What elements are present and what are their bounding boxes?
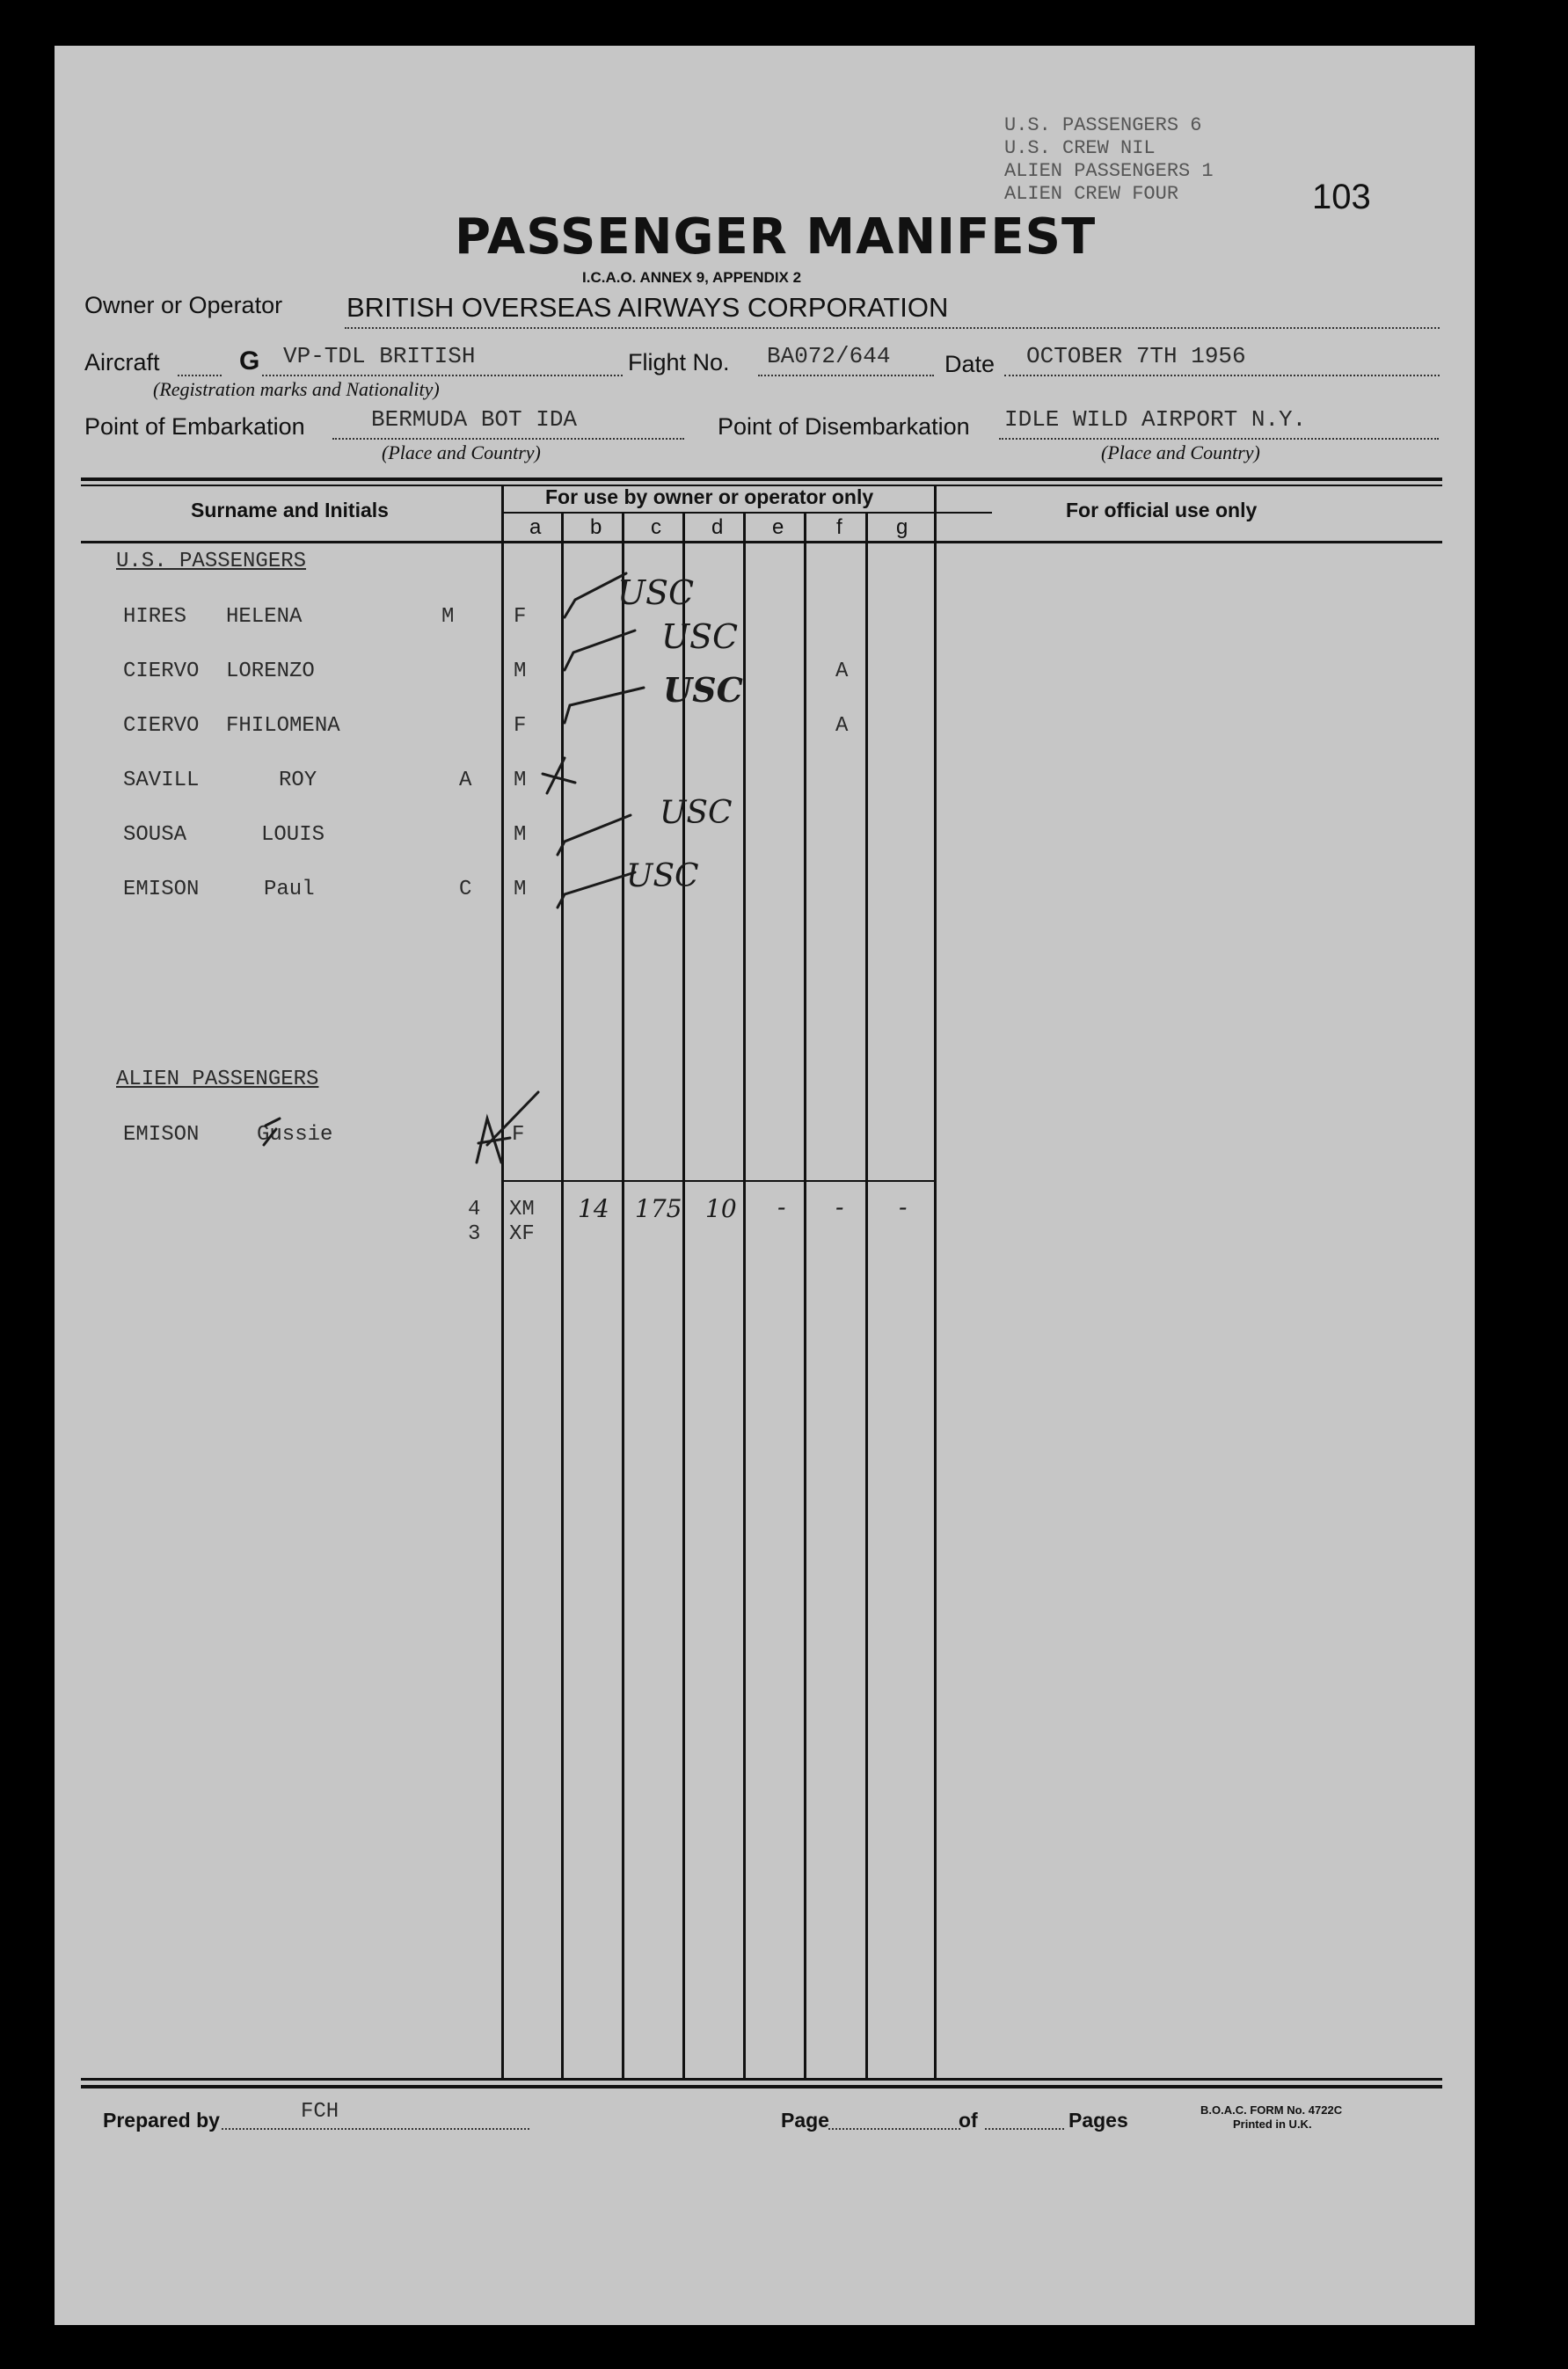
flight-no-label: Flight No. [628, 349, 730, 375]
passenger-sex: F [514, 714, 527, 738]
total-f: - [835, 1192, 844, 1221]
registration-caption: (Registration marks and Nationality) [153, 378, 440, 400]
passenger-col-f: A [835, 714, 849, 738]
total-c: 175 [635, 1194, 682, 1223]
stamp-line-4: ALIEN CREW FOUR [1004, 183, 1179, 205]
embark-place-caption: (Place and Country) [382, 441, 541, 463]
total-b: 14 [578, 1194, 609, 1223]
form-number: B.O.A.C. FORM No. 4722C [1200, 2103, 1343, 2117]
page-number: 103 [1312, 178, 1371, 216]
usc-mark: USC [626, 858, 699, 894]
prepared-by-label: Prepared by [103, 2109, 220, 2132]
passenger-sex: M [514, 769, 527, 792]
passenger-first-name: LOUIS [261, 823, 325, 847]
total-a-top: XM [509, 1198, 535, 1221]
sub-col-f: f [836, 515, 842, 539]
passenger-first-name: Paul [264, 878, 315, 901]
passenger-first-name: ROY [279, 769, 317, 792]
aircraft-prefix: G [239, 346, 260, 375]
sub-col-a: a [529, 515, 542, 539]
col-official-header: For official use only [1066, 499, 1258, 521]
manifest-page [55, 46, 1475, 2325]
total-e: - [777, 1192, 786, 1221]
passenger-first-name: HELENA [226, 605, 303, 629]
passenger-initial: C [459, 878, 472, 901]
passenger-surname: HIRES [123, 605, 187, 629]
passenger-first-name: FHILOMENA [226, 714, 340, 738]
passenger-initial: M [441, 605, 455, 629]
embarkation-value: BERMUDA BOT IDA [371, 406, 578, 433]
page-title: PASSENGER MANIFEST [455, 208, 1097, 266]
passenger-sex: F [514, 605, 527, 629]
passenger-sex: F [512, 1123, 525, 1147]
flight-no-value: BA072/644 [767, 343, 891, 369]
pages-label: Pages [1068, 2109, 1128, 2132]
disembarkation-label: Point of Disembarkation [718, 413, 970, 440]
page-subtitle: I.C.A.O. ANNEX 9, APPENDIX 2 [582, 269, 802, 286]
embarkation-label: Point of Embarkation [84, 413, 305, 440]
col-surname-header: Surname and Initials [191, 499, 389, 521]
passenger-sex: M [514, 823, 527, 847]
sub-col-c: c [651, 515, 661, 539]
handwritten-alien-marks [169, 1083, 591, 1189]
stamp-line-2: U.S. CREW NIL [1004, 137, 1156, 159]
passenger-initial: A [459, 769, 472, 792]
date-value: OCTOBER 7TH 1956 [1026, 343, 1246, 369]
passenger-sex: M [514, 660, 527, 683]
passenger-first-name: Gussie [257, 1123, 333, 1147]
total-d: 10 [705, 1194, 737, 1223]
stamp-line-3: ALIEN PASSENGERS 1 [1004, 160, 1214, 182]
date-label: Date [944, 351, 995, 377]
passenger-sex: M [514, 878, 527, 901]
passenger-first-name: LORENZO [226, 660, 315, 683]
passenger-surname: CIERVO [123, 714, 200, 738]
passenger-surname: EMISON [123, 1123, 200, 1147]
total-left-top: 4 [468, 1198, 481, 1221]
section-alien-passengers: ALIEN PASSENGERS [116, 1068, 319, 1091]
usc-mark: USC [660, 795, 733, 831]
aircraft-value: VP-TDL BRITISH [283, 343, 476, 369]
aircraft-label: Aircraft [84, 349, 160, 375]
owner-label: Owner or Operator [84, 292, 283, 318]
passenger-surname: SAVILL [123, 769, 200, 792]
handwritten-checkmarks [512, 556, 828, 960]
prepared-by-value: FCH [301, 2100, 339, 2124]
total-g: - [899, 1192, 908, 1221]
passenger-col-f: A [835, 660, 849, 683]
printed-in: Printed in U.K. [1233, 2118, 1312, 2131]
usc-mark: USC [661, 617, 739, 656]
section-us-passengers: U.S. PASSENGERS [116, 550, 307, 573]
disembark-place-caption: (Place and Country) [1101, 441, 1260, 463]
passenger-surname: EMISON [123, 878, 200, 901]
passenger-surname: CIERVO [123, 660, 200, 683]
disembarkation-value: IDLE WILD AIRPORT N.Y. [1004, 406, 1307, 433]
of-label: of [959, 2109, 978, 2132]
total-a-bottom: XF [509, 1222, 535, 1246]
sub-col-e: e [772, 515, 784, 539]
col-owner-use-header: For use by owner or operator only [545, 485, 874, 508]
page-label: Page [781, 2109, 829, 2132]
usc-mark: USC [663, 670, 743, 710]
stamp-line-1: U.S. PASSENGERS 6 [1004, 114, 1202, 136]
usc-mark: USC [617, 573, 695, 612]
passenger-surname: SOUSA [123, 823, 187, 847]
total-left-bottom: 3 [468, 1222, 481, 1246]
owner-value: BRITISH OVERSEAS AIRWAYS CORPORATION [346, 292, 949, 323]
sub-col-b: b [590, 515, 602, 539]
sub-col-g: g [896, 515, 908, 539]
sub-col-d: d [711, 515, 724, 539]
